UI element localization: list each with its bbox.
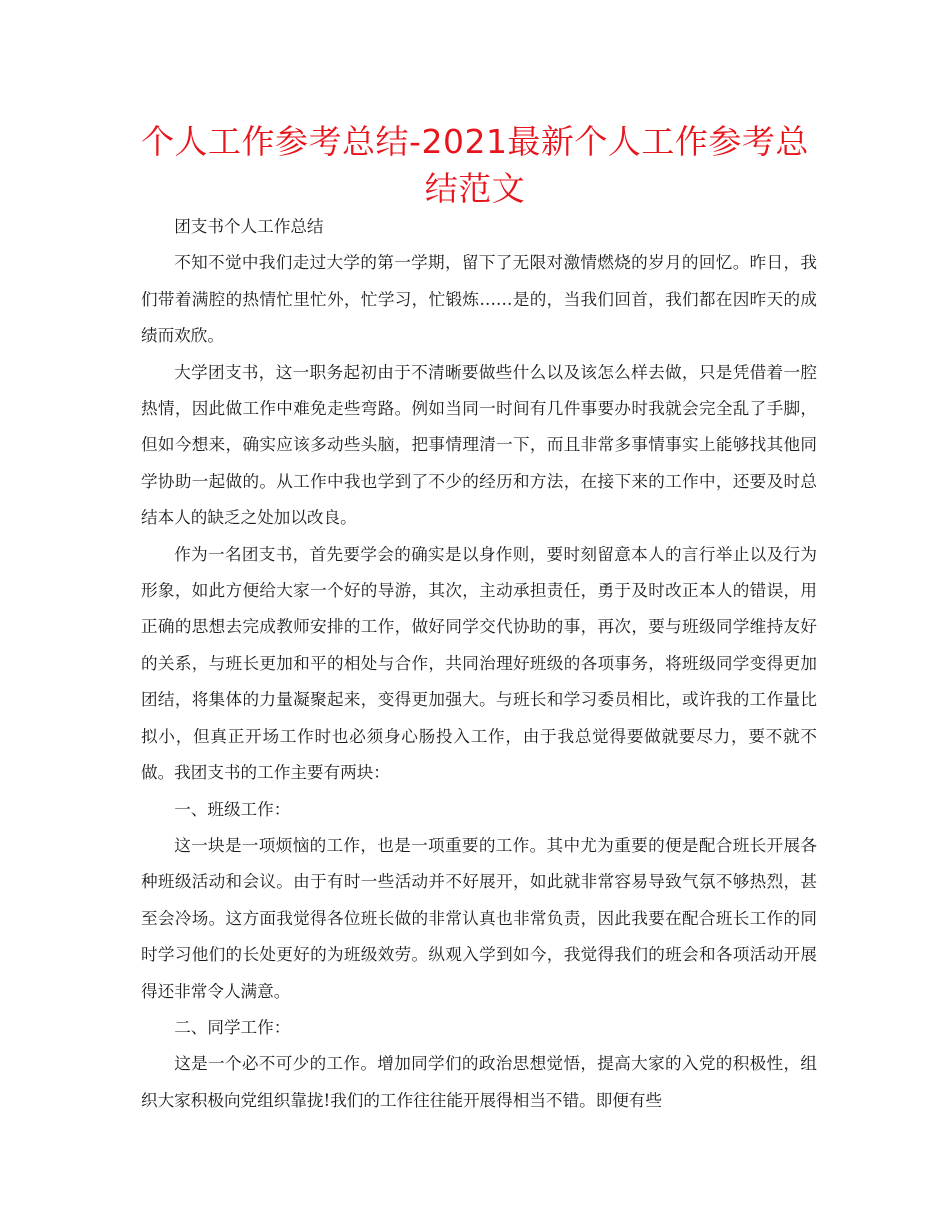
section-heading-classmate-work: 二、同学工作： (174, 1017, 291, 1037)
section-heading-intro: 团支书个人工作总结 (174, 217, 324, 236)
paragraph: 作为一名团支书，首先要学会的确实是以身作则，要时刻留意本人的言行举止以及行为形象，如此方便给大家一个好的导游，其次，主动承担责任，勇于及时改正本人的错误，用正确的思想去完成教师安排的工作，做好同学交代协助的事，再次，要与班级同学维持友好的关系，与班长更加和平的相处与合作，共同治理好班级的各项事务，将班级同学变得更加团结，将集体的力量凝聚起来，变得更加强大。与班长和学习委员相比，或许我的工作量比拟小，但真正开场工作时也必须身心肠投入工作，由于我总觉得要做就要尽力，要不就不做。我团支书的工作主要有两块： (141, 544, 817, 783)
paragraph: 这是一个必不可少的工作。增加同学们的政治思想觉悟，提高大家的入党的积极性，组织大家积极向党组织靠拢!我们的工作往往能开展得相当不错。即便有些 (141, 1054, 817, 1110)
document-title: 个人工作参考总结-2021最新个人工作参考总结范文 (141, 122, 809, 208)
paragraph: 这一块是一项烦恼的工作，也是一项重要的工作。其中尤为重要的便是配合班长开展各种班级活动和会议。由于有时一些活动并不好展开，如此就非常容易导致气氛不够热烈，甚至会冷场。这方面我觉得各位班长做的非常认真也非常负责，因此我要在配合班长工作的同时学习他们的长处更好的为班级效劳。纵观入学到如今，我觉得我们的班会和各项活动开展得还非常令人满意。 (141, 835, 817, 1001)
section-heading-class-work: 一、班级工作： (174, 799, 291, 819)
document-body (141, 209, 817, 1119)
paragraph: 大学团支书，这一职务起初由于不清晰要做些什么以及该怎么样去做，只是凭借着一腔热情，因此做工作中难免走些弯路。例如当同一时间有几件事要办时我就会完全乱了手脚，但如今想来，确实应该多动些头脑，把事情理清一下，而且非常多事情事实上能够找其他同学协助一起做的。从工作中我也学到了不少的经历和方法，在接下来的工作中，还要及时总结本人的缺乏之处加以改良。 (141, 362, 817, 528)
paragraph: 不知不觉中我们走过大学的第一学期，留下了无限对激情燃烧的岁月的回忆。昨日，我们带着满腔的热情忙里忙外，忙学习，忙锻炼……是的，当我们回首，我们都在因昨天的成绩而欢欣。 (141, 253, 817, 346)
